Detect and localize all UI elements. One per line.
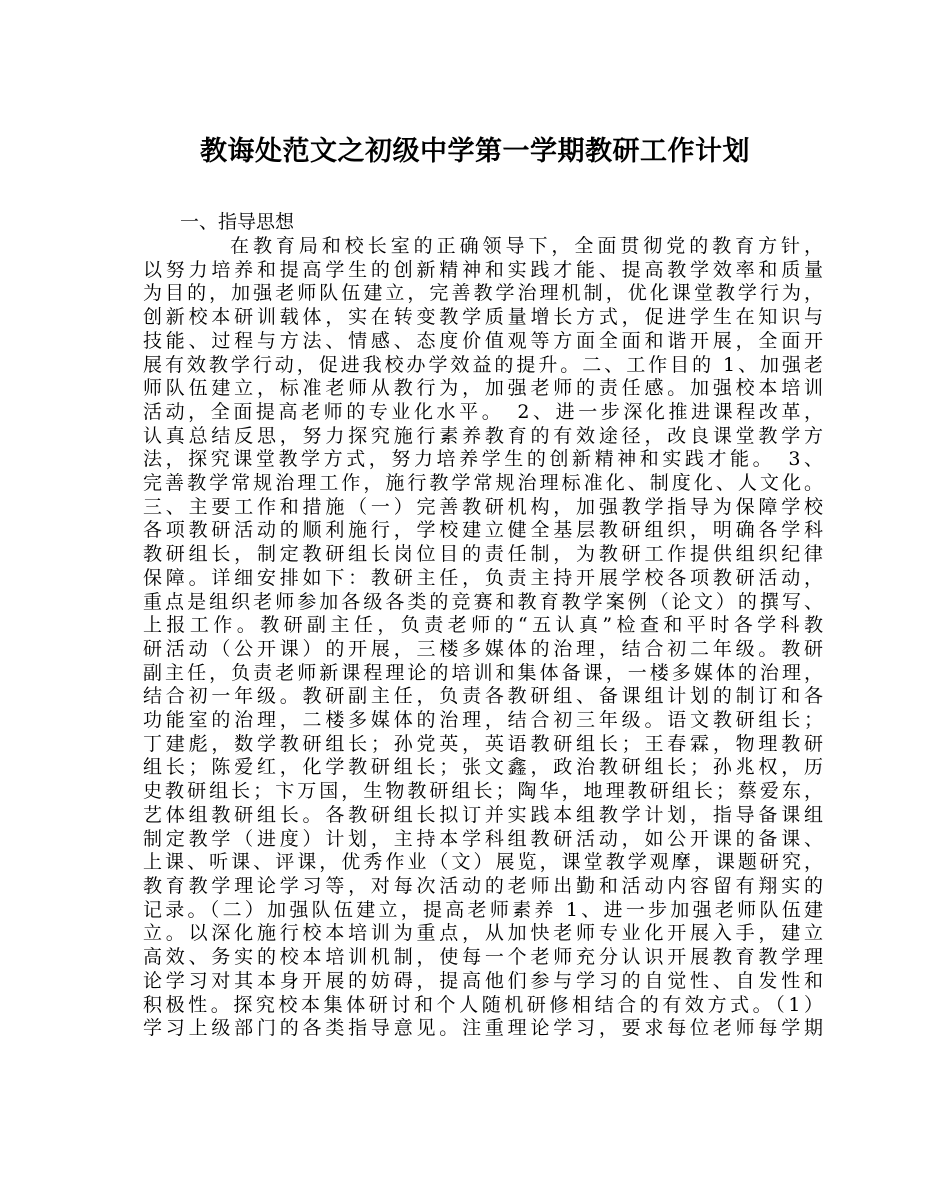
paragraph-line: 上课、听课、评课，优秀作业（文）展览，课堂教学观摩，课题研究， <box>143 851 823 874</box>
paragraph-line: 以努力培养和提高学生的创新精神和实践才能、提高教学效率和质量 <box>143 258 823 281</box>
paragraph-line: 史教研组长；卞万国，生物教研组长；陶华，地理教研组长；蔡爱东， <box>143 780 823 803</box>
section-heading: 一、指导思想 <box>180 211 295 233</box>
paragraph-line: 法，探究课堂教学方式，努力培养学生的创新精神和实践才能。 3、 <box>143 448 823 471</box>
paragraph-line: 各项教研活动的顺利施行，学校建立健全基层教研组织，明确各学科 <box>143 519 823 542</box>
paragraph-line: 技能、过程与方法、情感、态度价值观等方面全面和谐开展，全面开 <box>143 329 823 352</box>
paragraph-line: 立。以深化施行校本培训为重点，从加快老师专业化开展入手，建立 <box>143 922 823 945</box>
paragraph-line: 上报工作。教研副主任，负责老师的“五认真”检查和平时各学科教 <box>143 614 823 637</box>
paragraph-line: 完善教学常规治理工作，施行教学常规治理标准化、制度化、人文化。 <box>143 472 823 495</box>
paragraph-line: 论学习对其本身开展的妨碍，提高他们参与学习的自觉性、自发性和 <box>143 969 823 992</box>
paragraph-line: 组长；陈爱红，化学教研组长；张文鑫，政治教研组长；孙兆权，历 <box>143 756 823 779</box>
paragraph-line: 积极性。探究校本集体研讨和个人随机研修相结合的有效方式。（1） <box>143 993 823 1016</box>
paragraph-line: 创新校本研训载体，实在转变教学质量增长方式，促进学生在知识与 <box>143 306 823 329</box>
paragraph-line: 师队伍建立，标准老师从教行为，加强老师的责任感。加强校本培训 <box>143 377 823 400</box>
paragraph-line: 研活动（公开课）的开展，三楼多媒体的治理，结合初二年级。教研 <box>143 637 823 660</box>
paragraph-line: 三、主要工作和措施（一）完善教研机构，加强教学指导为保障学校 <box>143 495 823 518</box>
paragraph-line: 教研组长，制定教研组长岗位目的责任制，为教研工作提供组织纪律 <box>143 543 823 566</box>
body-text <box>143 235 823 1041</box>
paragraph-line: 结合初一年级。教研副主任，负责各教研组、备课组计划的制订和各 <box>143 685 823 708</box>
document-title: 教诲处范文之初级中学第一学期教研工作计划 <box>200 136 750 167</box>
paragraph-line: 认真总结反思，努力探究施行素养教育的有效途径，改良课堂教学方 <box>143 424 823 447</box>
paragraph-line: 在教育局和校长室的正确领导下，全面贯彻党的教育方针， <box>230 235 823 257</box>
paragraph-line: 重点是组织老师参加各级各类的竞赛和教育教学案例（论文）的撰写、 <box>143 590 823 613</box>
paragraph-line: 高效、务实的校本培训机制，使每一个老师充分认识开展教育教学理 <box>143 946 823 969</box>
paragraph-line: 为目的，加强老师队伍建立，完善教学治理机制，优化课堂教学行为， <box>143 282 823 305</box>
paragraph-line: 记录。（二）加强队伍建立，提高老师素养 1、进一步加强老师队伍建 <box>143 898 823 921</box>
paragraph-line: 教育教学理论学习等，对每次活动的老师出勤和活动内容留有翔实的 <box>143 874 823 897</box>
paragraph-line: 活动，全面提高老师的专业化水平。 2、进一步深化推进课程改革， <box>143 400 823 423</box>
paragraph-line: 保障。详细安排如下：教研主任，负责主持开展学校各项教研活动， <box>143 566 823 589</box>
paragraph-line: 丁建彪，数学教研组长；孙党英，英语教研组长；王春霖，物理教研 <box>143 732 823 755</box>
paragraph-line: 副主任，负责老师新课程理论的培训和集体备课，一楼多媒体的治理， <box>143 661 823 684</box>
paragraph-line: 艺体组教研组长。各教研组长拟订并实践本组教学计划，指导备课组 <box>143 803 823 826</box>
paragraph-line: 制定教学（进度）计划，主持本学科组教研活动，如公开课的备课、 <box>143 827 823 850</box>
paragraph-line: 学习上级部门的各类指导意见。注重理论学习，要求每位老师每学期 <box>143 1017 823 1040</box>
paragraph-line: 功能室的治理，二楼多媒体的治理，结合初三年级。语文教研组长； <box>143 709 823 732</box>
paragraph-line: 展有效教学行动，促进我校办学效益的提升。二、工作目的 1、加强老 <box>143 353 823 376</box>
